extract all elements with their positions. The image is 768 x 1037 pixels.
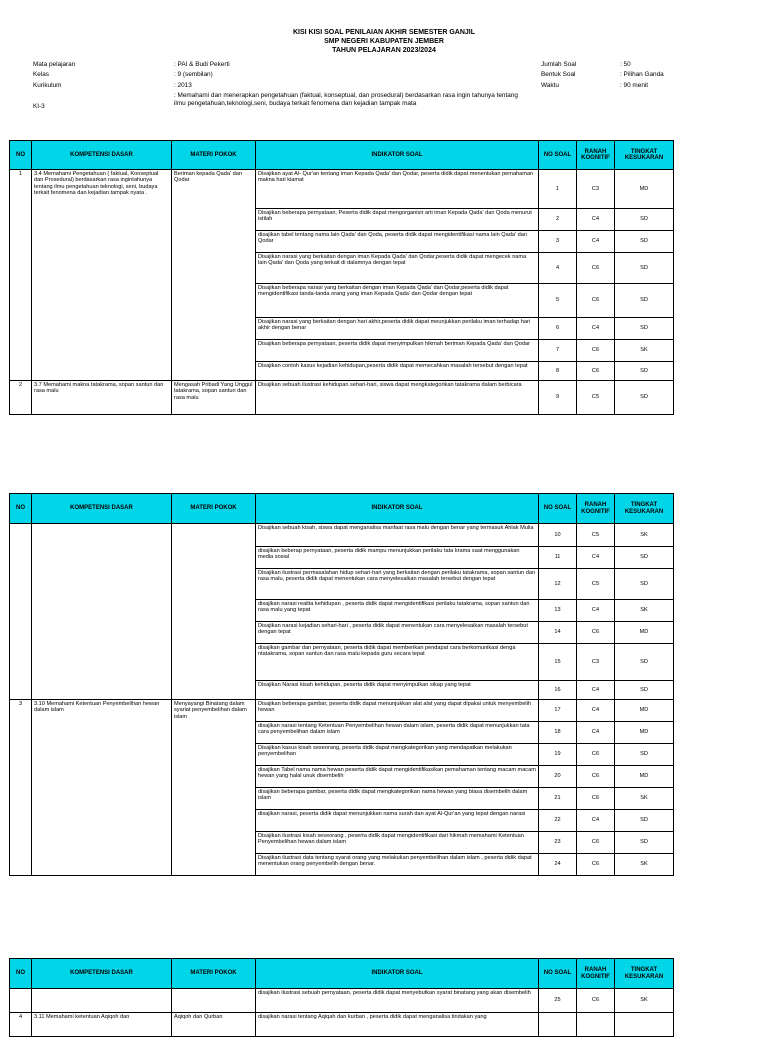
header-tingkat-kesukaran: TINGKAT KESUKARAN [615,141,674,170]
tingkat-kesukaran-cell: SK [615,989,674,1013]
group-no: 3 [10,700,32,876]
no-soal-cell: 10 [539,524,577,547]
table-row [10,381,674,415]
tingkat-kesukaran-cell: SD [615,381,674,415]
tingkat-kesukaran-cell: SD [615,253,674,284]
ranah-kognitif-cell: C5 [577,524,615,547]
indikator-cell: Disajikan sebuah ilustrasi kehidupan sehari-hari, siswa dapat mengkategorikan tatakrama dalam berbicara [256,381,539,415]
no-soal-cell: 5 [539,284,577,318]
tingkat-kesukaran-cell: MD [615,700,674,722]
ranah-kognitif-cell [577,1013,615,1037]
ranah-kognitif-cell: C4 [577,318,615,340]
kisi-table-1 [9,140,674,415]
tingkat-kesukaran-cell: SD [615,209,674,231]
table-header-row [10,959,674,989]
tingkat-kesukaran-cell: SK [615,524,674,547]
indikator-cell: Disajikan narasi yang berkaitan dengan hari akhir,peserta didik dapat meunjukkan perilaku iman terhadap hari akhir dengan benar [256,318,539,340]
tingkat-kesukaran-cell: MD [615,170,674,209]
no-soal-cell: 9 [539,381,577,415]
indikator-cell: Disajikan ilustrasi kisah seseorang , peserta didik dapat mengidentifikasi dari hikmah memahami Ketentuan Penyembelihan hewan dalam islam [256,832,539,854]
header-kompetensi-dasar: KOMPETENSI DASAR [32,141,172,170]
kompetensi-dasar-cell: 3.11 Memahami ketentuan Aqiqoh dan [32,1013,172,1037]
no-soal-cell: 18 [539,722,577,744]
info-value-jumlah-soal: : 50 [620,61,631,68]
info-label-ki3: KI-3 [33,103,45,110]
header-no-soal: NO SOAL [539,141,577,170]
indikator-cell: disajikan narasi tentang Aqiqah dan kurban , peserta didik dapat menganalisa tindakan yang [256,1013,539,1037]
info-value-ki3: : Memahami dan menerapkan pengetahuan (faktual, konseptual, dan prosedural) berdasarkan rasa ingin tahunya tentang ilmu pengetahuan,teknologi,seni, budaya terkait fenomena dan kejadian tampak mata [174,92,518,107]
tingkat-kesukaran-cell: SD [615,569,674,600]
kompetensi-dasar-cell: 3.4 Memahami Pengetahuan ( faktual, Konseptual dan Prosedural) berdasarkan rasa ingintahunya tentang ilmu pengetahuan teknologi, seni, budaya terkait fenomena dan kejadian tampak nyata . [32,170,172,381]
ranah-kognitif-cell: C4 [577,547,615,569]
ranah-kognitif-cell: C5 [577,569,615,600]
table-row [10,170,674,209]
no-soal-cell: 16 [539,681,577,700]
tingkat-kesukaran-cell [615,1013,674,1037]
no-soal-cell: 23 [539,832,577,854]
no-soal-cell [539,1013,577,1037]
no-soal-cell: 15 [539,644,577,681]
header-materi-pokok: MATERI POKOK [172,494,256,524]
indikator-cell: Disajikan ilustrasi permasalahan hidup sehari-hari yang berkaitan dengan perilaku tatakrama, sopan santun dan rasa malu, peserta didik dapat menentukan cara menyelesaikan masalah tersebut dengan tepat [256,569,539,600]
tingkat-kesukaran-cell: SD [615,832,674,854]
indikator-cell: Disajikan contoh kasus kejadian kehidupan,peserta didik dapat memecahkan masalah tersebut dengan tepat [256,362,539,381]
tingkat-kesukaran-cell: SD [615,681,674,700]
indikator-cell: disajikan ilustrasi sebuah pernyataan, peserta didik dapat menyebutkan syarat binatang yang akan disembelih [256,989,539,1013]
info-value-waktu: : 90 menit [620,82,649,89]
ranah-kognitif-cell: C4 [577,810,615,832]
no-soal-cell: 19 [539,744,577,766]
kompetensi-dasar-cell [32,989,172,1013]
header-materi-pokok: MATERI POKOK [172,959,256,989]
no-soal-cell: 14 [539,622,577,644]
indikator-cell: Disajikan sebuah kisah, siswa dapat menganalisa manfaat rasa malu dengan benar yang termasuk Ahlak Mulia [256,524,539,547]
indikator-cell: disajikan narasi realita kehidupan , peserta didik dapat mengidentifikasi perilaku tatakrama, sopan santun dan rasa malu yang tepat [256,600,539,622]
indikator-cell: Disajikan ayat Al- Qur'an tentang iman Kepada Qada' dan Qodar, peserta didik dapat menentukan pemahaman makna hari kiamat [256,170,539,209]
ranah-kognitif-cell: C6 [577,362,615,381]
materi-pokok-cell: Aqiqoh dan Qurban [172,1013,256,1037]
document-title-line3: TAHUN PELAJARAN 2023/2024 [332,47,436,54]
tingkat-kesukaran-cell: SD [615,810,674,832]
indikator-cell: Disajikan beberapa gambar, peserta didik dapat menunjukkan alat alat yang dapat dipakai untuk menyembelih hewan [256,700,539,722]
indikator-cell: Disajikan Narasi kisah kehidupan, peserta didik dapat menyimpulkan sikap yang tepat [256,681,539,700]
table-row [10,700,674,722]
header-indikator-soal: INDIKATOR SOAL [256,494,539,524]
kompetensi-dasar-cell [32,524,172,700]
indikator-cell: disajikan narasi tentang Ketentuan Penyembelihan hewan dalam islam, peserta didik dapat menunjukkan tata cara penyembelihan dalam islam [256,722,539,744]
no-soal-cell: 22 [539,810,577,832]
ranah-kognitif-cell: C4 [577,209,615,231]
no-soal-cell: 21 [539,788,577,810]
no-soal-cell: 20 [539,766,577,788]
header-ranah-kognitif: RANAH KOGNITIF [577,959,615,989]
indikator-cell: Disajikan kasus kisah seseorang, peserta didik dapat mengkategorikan yang mendapatkan melakukan penyembelihan [256,744,539,766]
header-no-soal: NO SOAL [539,959,577,989]
no-soal-cell: 2 [539,209,577,231]
no-soal-cell: 7 [539,340,577,362]
group-no [10,989,32,1013]
header-kompetensi-dasar: KOMPETENSI DASAR [32,959,172,989]
ranah-kognitif-cell: C6 [577,253,615,284]
info-value-bentuk-soal: : Pilihan Ganda [620,71,664,78]
tingkat-kesukaran-cell: SD [615,362,674,381]
no-soal-cell: 24 [539,854,577,876]
no-soal-cell: 3 [539,231,577,253]
kisi-table-2 [9,493,674,876]
header-no: NO [10,141,32,170]
ranah-kognitif-cell: C6 [577,788,615,810]
header-ranah-kognitif: RANAH KOGNITIF [577,141,615,170]
indikator-cell: disajikan gambar dan pernyataan, peserta didik dapat memberikan pendapat cara berkomunikasi denga ntatakrama, sopan santun dan rasa malu kepada guru secara tepat [256,644,539,681]
info-value-kurikulum: : 2013 [174,82,192,89]
no-soal-cell: 25 [539,989,577,1013]
header-indikator-soal: INDIKATOR SOAL [256,959,539,989]
ranah-kognitif-cell: C6 [577,744,615,766]
header-tingkat-kesukaran: TINGKAT KESUKARAN [615,959,674,989]
table-header-row [10,494,674,524]
header-no: NO [10,494,32,524]
info-value-kelas: : 9 (sembilan) [174,71,213,78]
ranah-kognitif-cell: C6 [577,854,615,876]
tingkat-kesukaran-cell: SD [615,644,674,681]
ranah-kognitif-cell: C6 [577,989,615,1013]
header-no-soal: NO SOAL [539,494,577,524]
group-no: 1 [10,170,32,381]
table-row [10,1013,674,1037]
indikator-cell: Disajikan beberapa pernyataan, Peserta didik dapat mengorganisir arti iman Kepada Qada' dan Qoda menurut istilah [256,209,539,231]
ranah-kognitif-cell: C4 [577,681,615,700]
ranah-kognitif-cell: C4 [577,700,615,722]
tingkat-kesukaran-cell: SD [615,231,674,253]
info-label-mapel: Mata pelajaran [33,61,76,68]
ranah-kognitif-cell: C6 [577,766,615,788]
kompetensi-dasar-cell: 3.10 Memahami Ketentuan Penyembelihan hewan dalam islam [32,700,172,876]
materi-pokok-cell [172,524,256,700]
materi-pokok-cell: Menyayangi Binatang dalam syariat penyembelihan dalam islam [172,700,256,876]
group-no: 4 [10,1013,32,1037]
info-value-mapel: : PAI & Budi Pekerti [174,61,230,68]
ranah-kognitif-cell: C4 [577,231,615,253]
materi-pokok-cell: Mengasah Pribadi Yang Unggul tatakrama, sopan santun dan rasa malu [172,381,256,415]
tingkat-kesukaran-cell: SD [615,744,674,766]
table-row [10,989,674,1013]
no-soal-cell: 17 [539,700,577,722]
ranah-kognitif-cell: C3 [577,170,615,209]
tingkat-kesukaran-cell: MD [615,722,674,744]
indikator-cell: Disajikan narasi kejadian sehari-hari , peserta didik dapat menentukan cara menyelesaikan masalah tersebut dengan tepat [256,622,539,644]
group-no [10,524,32,700]
kisi-table-3 [9,958,674,1037]
document-title-line1: KISI KISI SOAL PENILAIAN AKHIR SEMESTER GANJIL [292,29,476,36]
header-materi-pokok: MATERI POKOK [172,141,256,170]
ranah-kognitif-cell: C6 [577,340,615,362]
info-label-kelas: Kelas [33,71,49,78]
ranah-kognitif-cell: C4 [577,722,615,744]
indikator-cell: Disajikan narasi yang berkaitan dengan iman Kepada Qada' dan Qodar,peserta didik dapat mengecek nama lain Qada' dan Qoda yang terkait di dalamnya dengan tepat [256,253,539,284]
no-soal-cell: 1 [539,170,577,209]
header-ranah-kognitif: RANAH KOGNITIF [577,494,615,524]
indikator-cell: disajikan tabel tentang nama lain Qada' dan Qoda, peserta didik dapat mengidentifikasi nama lain Qada' dan Qodar [256,231,539,253]
materi-pokok-cell: Beriman kepada Qada' dan Qodar [172,170,256,381]
materi-pokok-cell [172,989,256,1013]
no-soal-cell: 11 [539,547,577,569]
header-indikator-soal: INDIKATOR SOAL [256,141,539,170]
indikator-cell: Disajikan beberapa pernyataan, peserta didik dapat menyimpulkan hikmah beriman Kepada Qada' dan Qodar [256,340,539,362]
info-label-kurikulum: Kurikulum [33,82,62,89]
indikator-cell: disajikan beberap pernyataan, peserta didik mampu menunjukkan perilaku tata krama saat menggunakan media sosial [256,547,539,569]
no-soal-cell: 12 [539,569,577,600]
info-label-waktu: Waktu [541,82,559,89]
ranah-kognitif-cell: C6 [577,832,615,854]
indikator-cell: Disajikan beberapa narasi yang berkaitan dengan iman Kepada Qada' dan Qodar,peserta didik dapat mengidentifikasi tanda-tanda orang yang iman Kepada Qada' dan Qodar dengan tepat [256,284,539,318]
header-kompetensi-dasar: KOMPETENSI DASAR [32,494,172,524]
table-row [10,524,674,547]
document-title-line2: SMP NEGERI KABUPATEN JEMBER [324,38,444,45]
tingkat-kesukaran-cell: SK [615,788,674,810]
kompetensi-dasar-cell: 3.7 Memahami makna tatakrama, sopan santun dan rasa malu [32,381,172,415]
no-soal-cell: 13 [539,600,577,622]
tingkat-kesukaran-cell: SD [615,547,674,569]
tingkat-kesukaran-cell: SK [615,600,674,622]
info-label-jumlah-soal: Jumlah Soal [541,61,577,68]
tingkat-kesukaran-cell: SD [615,284,674,318]
ranah-kognitif-cell: C3 [577,644,615,681]
no-soal-cell: 8 [539,362,577,381]
tingkat-kesukaran-cell: SK [615,340,674,362]
indikator-cell: disajikan beberapa gambar, peserta didik dapat mengkategorikan nama hewan yang biasa disembelih dalam islam [256,788,539,810]
tingkat-kesukaran-cell: SD [615,318,674,340]
ranah-kognitif-cell: C6 [577,622,615,644]
ranah-kognitif-cell: C6 [577,284,615,318]
tingkat-kesukaran-cell: MD [615,622,674,644]
header-tingkat-kesukaran: TINGKAT KESUKARAN [615,494,674,524]
tingkat-kesukaran-cell: MD [615,766,674,788]
indikator-cell: disajikan Tabel nama nama hewan peserta didik dapat mengidentifikasikan pemahaman tentang macam macam hewan yang halal unuk disembelih [256,766,539,788]
no-soal-cell: 4 [539,253,577,284]
group-no: 2 [10,381,32,415]
table-header-row [10,141,674,170]
header-no: NO [10,959,32,989]
indikator-cell: disajikan narasi, peserta didik dapat menunjukkan nama surah dan ayat Al-Qur'an yang tepat dengan narasi [256,810,539,832]
no-soal-cell: 6 [539,318,577,340]
info-label-bentuk-soal: Bentuk Soal [541,71,576,78]
ranah-kognitif-cell: C5 [577,381,615,415]
ranah-kognitif-cell: C4 [577,600,615,622]
indikator-cell: Disajikan ilustrasi data tentang syarat orang yang melakukan penyembelihan dalam islam , peserta didik dapat menentukan orang penyembelih dengan benar. [256,854,539,876]
tingkat-kesukaran-cell: SK [615,854,674,876]
